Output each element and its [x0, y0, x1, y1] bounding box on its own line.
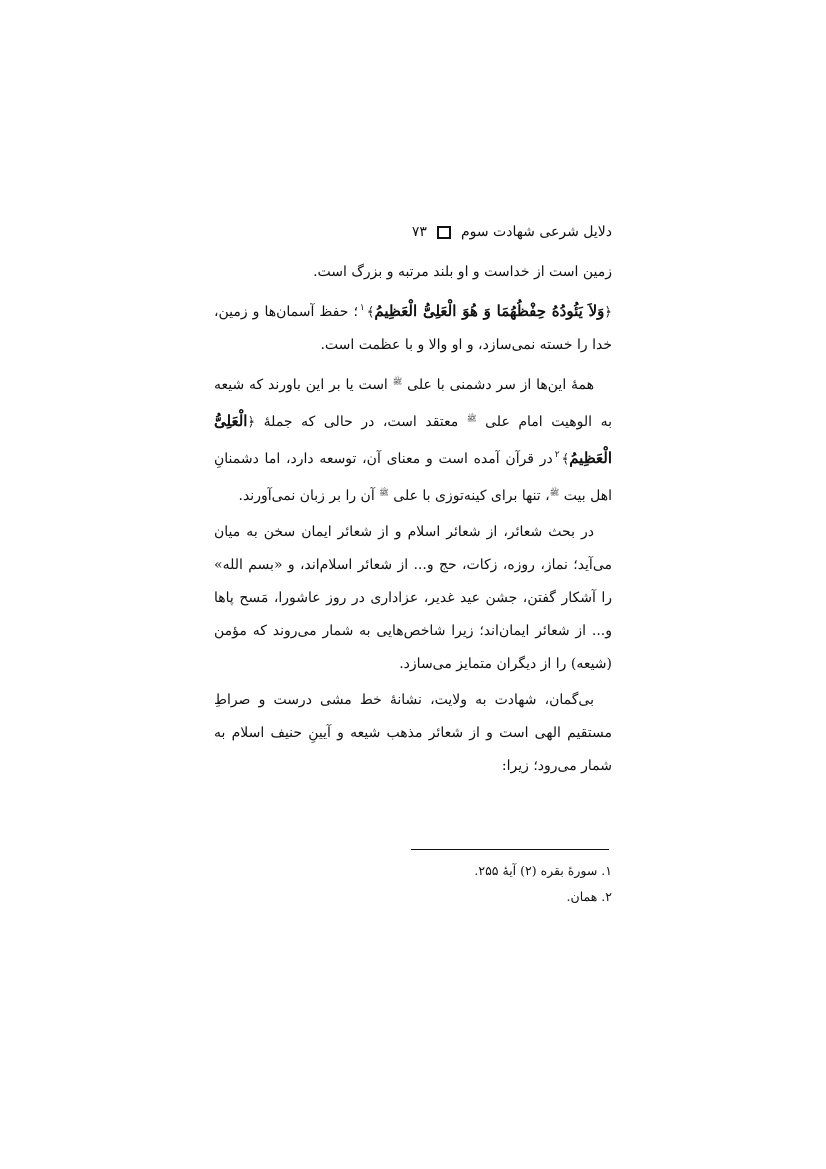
running-title: دلایل شرعی شهادت سوم	[460, 224, 612, 240]
salutation-ahl-bayt-icon: ﷺ	[549, 488, 560, 497]
quran-open-bracket-2: ﴿	[247, 415, 256, 430]
salutation-ali-icon: ﷺ	[392, 377, 403, 386]
paragraph-3-part-d: در قرآن آمده است و معنای آن، توسعه دارد، اما دشمنانِ اهل بیت	[214, 451, 612, 504]
paragraph-2-text: ؛ حفظ آسمان‌ها و زمین، خدا را خسته نمی‌سازد، و او والا و با عظمت است.	[214, 304, 612, 353]
footnotes	[214, 858, 612, 910]
salutation-ali-icon-2: ﷺ	[466, 414, 477, 423]
paragraph-3-part-b: است یا بر این باورند که شیعه به الوهیت امام علی	[214, 377, 613, 430]
quran-open-bracket: ﴿	[604, 305, 613, 320]
salutation-ali-icon-3: ﷺ	[379, 488, 389, 497]
paragraph-1	[214, 256, 612, 289]
page-number: ۷۳	[411, 224, 427, 240]
footnote-divider	[411, 849, 609, 850]
paragraph-3-part-a: همهٔ این‌ها از سر دشمنی با علی	[407, 377, 595, 393]
paragraph-3-part-f: آن را بر زبان نمی‌آورند.	[238, 488, 375, 504]
quran-verse-2: الْعَلِیُّ الْعَظِیمُ	[214, 412, 612, 467]
main-text	[214, 256, 612, 786]
footnote-2: ۲. همان.	[566, 889, 612, 904]
quran-close-bracket-2: ﴾	[561, 452, 570, 467]
paragraph-3	[214, 365, 612, 513]
quran-verse-1: وَلاَ یَئُودُهُ حِفْظُهُمَا وَ هُوَ الْعَلِیُّ الْعَظِیمُ	[374, 302, 605, 320]
paragraph-3-part-e: ، تنها برای کینه‌توزی با علی	[393, 488, 550, 504]
paragraph-3-part-c: معتقد است، در حالی که جملهٔ	[263, 414, 459, 430]
paragraph-4	[214, 516, 612, 681]
paragraph-5-text: بی‌گمان، شهادت به ولایت، نشانهٔ خط مشی درست و صراطِ مستقیم الهی است و از شعائر مذهب شیعه و آیینِ حنیف اسلام به شمار می‌رود؛ زیرا:	[214, 692, 612, 774]
footnote-1: ۱. سورهٔ بقره (۲) آیهٔ ۲۵۵.	[474, 863, 612, 878]
footnote-ref-1: ۱	[359, 303, 365, 313]
square-ornament-icon	[437, 226, 451, 239]
quran-close-bracket: ﴾	[366, 305, 375, 320]
paragraph-5	[214, 684, 612, 783]
footnote-ref-2: ۲	[554, 450, 560, 460]
paragraph-2	[214, 292, 612, 362]
page-header	[214, 218, 612, 246]
paragraph-4-text: در بحث شعائر، از شعائر اسلام و از شعائر ایمان سخن به میان می‌آید؛ نماز، روزه، زکات، حج و... از شعائر اسلام‌اند، و «بسم الله» را آشکار گفتن، جشن عید غدیر، عزاداری در روز عاشورا، مَسح پاها و... از شعائر ایمان‌اند؛ زیرا شاخص‌هایی به شمار می‌روند که مؤمن (شیعه) را از دیگران متمایز می‌سازد.	[214, 524, 612, 672]
paragraph-1-text: زمین است از خداست و او بلند مرتبه و بزرگ است.	[313, 264, 612, 280]
